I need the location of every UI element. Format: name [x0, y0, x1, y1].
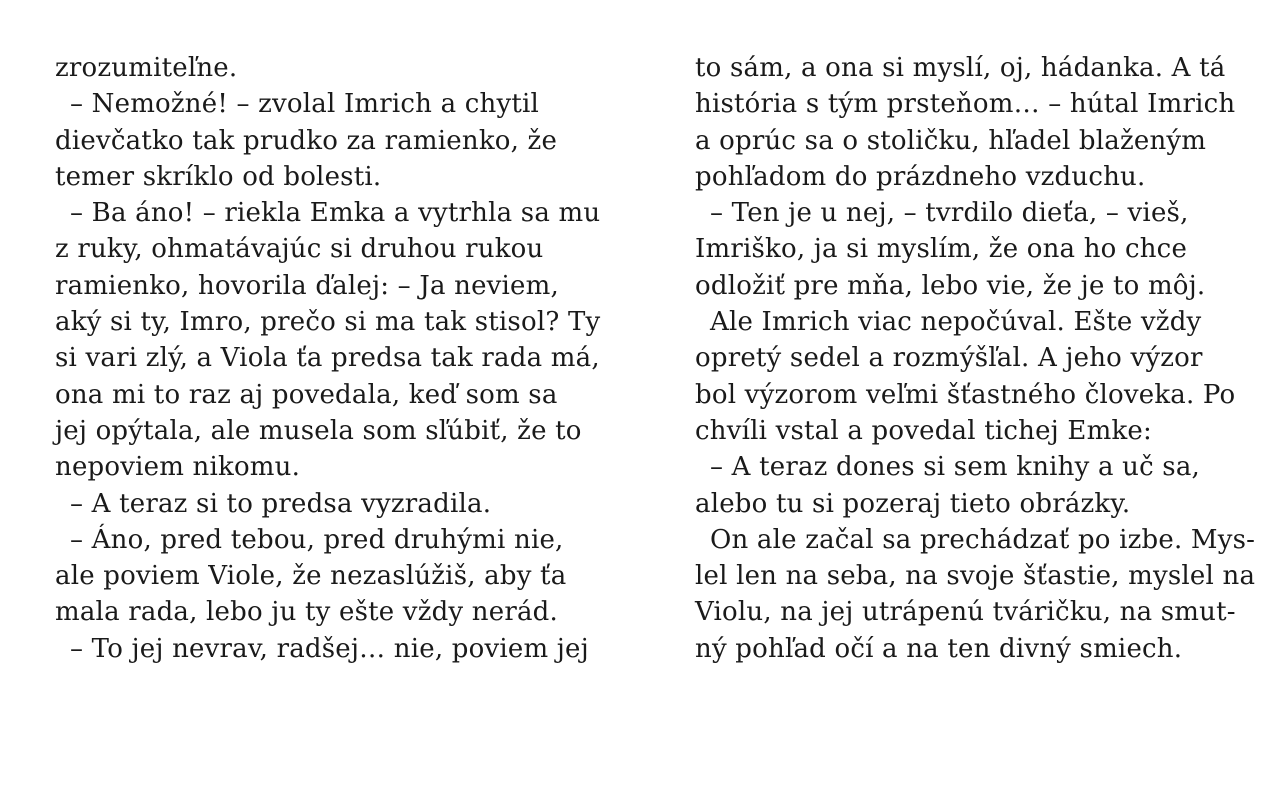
text-line: ný pohľad očí a na ten divný smiech. — [695, 633, 1183, 664]
text-line: nepoviem nikomu. — [55, 452, 301, 483]
text-line: chvíli vstal a povedal tichej Emke: — [695, 415, 1152, 446]
text-line: dievčatko tak prudko za ramienko, že — [55, 125, 558, 156]
text-line: – To jej nevrav, radšej… nie, poviem jej — [70, 633, 589, 664]
text-line: to sám, a ona si myslí, oj, hádanka. A tá — [695, 53, 1226, 83]
text-line: história s tým prsteňom… – hútal Imrich — [695, 89, 1236, 120]
text-line: opretý sedel a rozmýšľal. A jeho výzor — [695, 343, 1203, 374]
text-line: pohľadom do prázdneho vzduchu. — [695, 161, 1146, 192]
text-line: – Ba áno! – riekla Emka a vytrhla sa mu — [70, 198, 601, 229]
text-line: Imriško, ja si myslím, že ona ho chce — [695, 234, 1188, 265]
text-line: – Nemožné! – zvolal Imrich a chytil — [70, 89, 540, 120]
text-line: aký si ty, Imro, prečo si ma tak stisol? Ty — [55, 307, 601, 338]
text-line: alebo tu si pozeraj tieto obrázky. — [695, 488, 1131, 519]
text-line: Violu, na jej utrápenú tváričku, na smut- — [695, 597, 1236, 628]
text-line: odložiť pre mňa, lebo vie, že je to môj. — [695, 270, 1206, 301]
text-line: jej opýtala, ale musela som sľúbiť, že to — [55, 415, 582, 446]
text-line: bol výzorom veľmi šťastného človeka. Po — [695, 379, 1236, 410]
text-line: – A teraz dones si sem knihy a uč sa, — [710, 452, 1200, 483]
text-line: mala rada, lebo ju ty ešte vždy nerád. — [55, 597, 558, 628]
text-line: zrozumiteľne. — [55, 53, 238, 83]
text-line: ale poviem Viole, že nezaslúžiš, aby ťa — [55, 561, 567, 592]
text-line: temer skríklo od bolesti. — [55, 161, 382, 192]
text-line: Ale Imrich viac nepočúval. Ešte vždy — [710, 307, 1202, 338]
text-line: z ruky, ohmatávajúc si druhou rukou — [55, 234, 544, 265]
left-page — [55, 50, 601, 667]
text-line: ona mi to raz aj povedala, keď som sa — [55, 379, 558, 410]
text-line: ramienko, hovorila ďalej: – Ja neviem, — [55, 270, 559, 301]
text-line: – Ten je u nej, – tvrdilo dieťa, – vieš, — [710, 198, 1189, 229]
text-line: lel len na seba, na svoje šťastie, myslel na — [695, 561, 1256, 592]
text-line: On ale začal sa prechádzať po izbe. Mys- — [710, 524, 1256, 555]
text-line: si vari zlý, a Viola ťa predsa tak rada má, — [55, 343, 600, 374]
text-line: a oprúc sa o stoličku, hľadel blaženým — [695, 125, 1207, 156]
text-line: – A teraz si to predsa vyzradila. — [70, 488, 492, 519]
right-page — [695, 50, 1256, 667]
text-line: – Áno, pred tebou, pred druhými nie, — [70, 524, 564, 555]
